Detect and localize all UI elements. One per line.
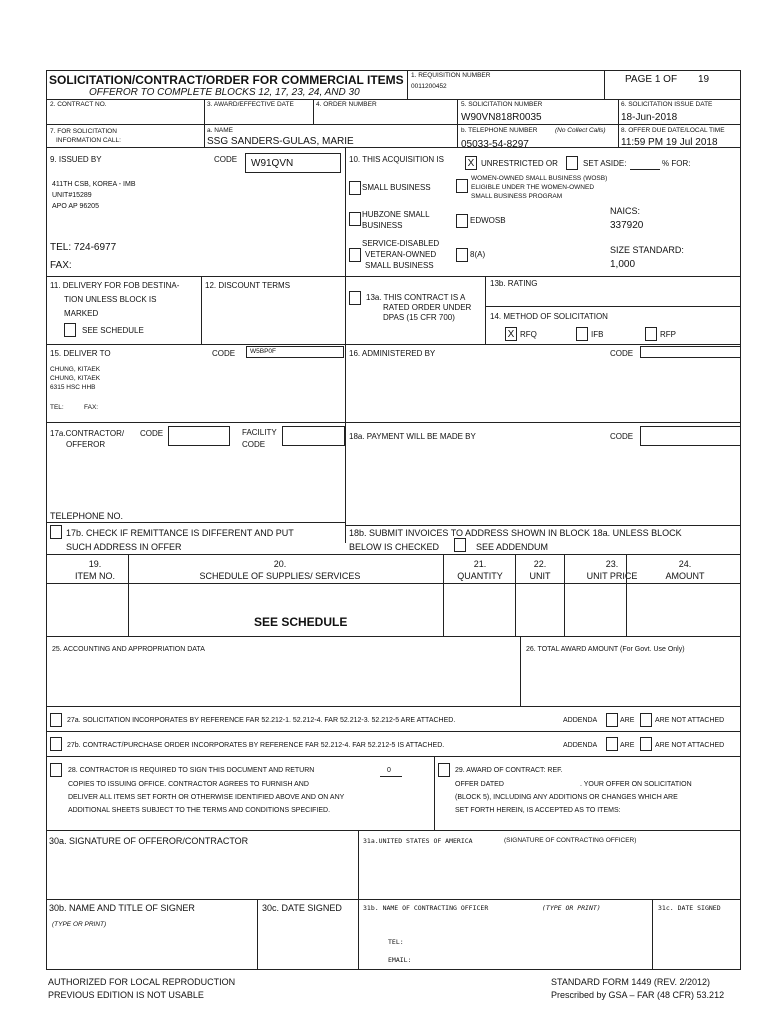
addenda-27a-are-label: ARE — [620, 717, 635, 724]
issued-by-address-1: 411TH CSB, KOREA - IMB — [52, 181, 136, 188]
addenda-27b-are-not-label: ARE NOT ATTACHED — [655, 742, 725, 749]
addenda-27b-are-label: ARE — [620, 742, 635, 749]
rating-label: 13b. RATING — [490, 279, 538, 288]
col-schedule-label: SCHEDULE OF SUPPLIES/ SERVICES — [199, 571, 361, 581]
col-unit-label: UNIT — [529, 571, 551, 581]
addenda-27a-are-not-checkbox[interactable] — [640, 713, 652, 727]
deliver-to-address-3: 6315 HSC HHB — [50, 384, 96, 391]
payment-code-label: CODE — [610, 432, 634, 441]
block-28-line-2: COPIES TO ISSUING OFFICE. CONTRACTOR AGREES TO FURNISH AND — [68, 781, 309, 788]
solicitation-number-label: 5. SOLICITATION NUMBER — [461, 101, 543, 108]
see-addendum-checkbox[interactable] — [454, 538, 466, 552]
delivery-label-1: 11. DELIVERY FOR FOB DESTINA- — [50, 281, 180, 290]
contracting-officer-tel: TEL: — [388, 938, 404, 946]
clause-27b-checkbox[interactable] — [50, 737, 62, 751]
col-unit-number: 22. — [533, 559, 547, 569]
signature-30a-label: 30a. SIGNATURE OF OFFEROR/CONTRACTOR — [49, 836, 249, 846]
name-31b-label: 31b. NAME OF CONTRACTING OFFICER — [363, 904, 489, 912]
discount-terms-label: 12. DISCOUNT TERMS — [205, 281, 291, 290]
clause-27a-label: 27a. SOLICITATION INCORPORATES BY REFERENCE FAR 52.212-1. 52.212-4. FAR 52.212-3. 52.212-5 ARE ATTACHED. — [67, 717, 456, 724]
deliver-to-code: W5BP0F — [250, 348, 277, 355]
rated-order-label-1: 13a. THIS CONTRACT IS A — [366, 293, 466, 302]
rfp-label: RFP — [660, 330, 676, 339]
solicitation-number: W90VN818R0035 — [461, 112, 542, 123]
wosb-label-3: SMALL BUSINESS PROGRAM — [471, 193, 563, 200]
award-date-label: 3. AWARD/EFFECTIVE DATE — [207, 101, 294, 108]
edwosb-label: EDWOSB — [470, 216, 506, 225]
for-info-label-2: INFORMATION CALL: — [56, 137, 121, 144]
eight-a-checkbox[interactable] — [456, 248, 468, 262]
remittance-checkbox[interactable] — [50, 525, 62, 539]
addenda-27b-are-checkbox[interactable] — [606, 737, 618, 751]
rated-order-label-3: DPAS (15 CFR 700) — [383, 313, 455, 322]
footer-right-1: STANDARD FORM 1449 (REV. 2/2012) — [551, 977, 711, 987]
deliver-to-address-2: CHUNG, KITAEK — [50, 375, 101, 382]
sdvosb-checkbox[interactable] — [349, 248, 361, 262]
clause-27b-label: 27b. CONTRACT/PURCHASE ORDER INCORPORATES BY REFERENCE FAR 52.212-4. FAR 52.212-5 IS ATTACHED. — [67, 742, 445, 749]
contact-name-label: a. NAME — [207, 127, 234, 134]
block-28-line-4: ADDITIONAL SHEETS SUBJECT TO THE TERMS AND CONDITIONS SPECIFIED. — [68, 807, 331, 814]
telephone-no-label: TELEPHONE NO. — [50, 511, 124, 521]
signature-31a-sub: (SIGNATURE OF CONTRACTING OFFICER) — [504, 837, 637, 844]
sdvosb-label-1: SERVICE-DISABLED — [362, 239, 440, 248]
name-title-30b-sub: (TYPE OR PRINT) — [52, 921, 107, 928]
schedule-body-text: SEE SCHEDULE — [254, 615, 348, 629]
deliver-to-code-label: CODE — [212, 349, 236, 358]
edwosb-checkbox[interactable] — [456, 214, 468, 228]
issue-date: 18-Jun-2018 — [621, 112, 678, 123]
form-title: SOLICITATION/CONTRACT/ORDER FOR COMMERCIAL ITEMS — [49, 73, 404, 87]
block-29-line-2a: OFFER DATED — [455, 781, 504, 788]
invoice-label-2: BELOW IS CHECKED — [349, 542, 440, 552]
date-signed-31c-label: 31c. DATE SIGNED — [658, 904, 721, 912]
col-item-no-number: 19. — [88, 559, 102, 569]
eight-a-label: 8(A) — [470, 250, 486, 259]
col-unit-price-number: 23. — [605, 559, 619, 569]
naics-code: 337920 — [610, 220, 644, 231]
offer-due-date: 11:59 PM 19 Jul 2018 — [621, 137, 718, 148]
issue-date-label: 6. SOLICITATION ISSUE DATE — [621, 101, 713, 108]
addenda-27a-label: ADDENDA — [563, 717, 598, 724]
wosb-label-2: ELIGIBLE UNDER THE WOMEN-OWNED — [471, 184, 595, 191]
size-standard: 1,000 — [610, 259, 636, 270]
issued-by-address-3: APO AP 96205 — [52, 203, 99, 210]
block-29-line-4: SET FORTH HEREIN, IS ACCEPTED AS TO ITEMS: — [455, 807, 621, 814]
clause-27a-checkbox[interactable] — [50, 713, 62, 727]
see-addendum-label: SEE ADDENDUM — [476, 542, 549, 552]
administered-by-label: 16. ADMINISTERED BY — [349, 349, 436, 358]
issued-by-tel: TEL: 724-6977 — [50, 242, 117, 253]
offer-due-label: 8. OFFER DUE DATE/LOCAL TIME — [621, 127, 725, 134]
name-title-30b-label: 30b. NAME AND TITLE OF SIGNER — [49, 903, 195, 913]
deliver-to-tel: TEL: — [50, 404, 64, 411]
contractor-code-box[interactable] — [168, 426, 230, 446]
rated-order-checkbox[interactable] — [349, 291, 361, 305]
contractor-label-2: OFFEROR — [66, 440, 106, 449]
block-29-line-2b: . YOUR OFFER ON SOLICITATION — [580, 781, 692, 788]
administered-by-code-label: CODE — [610, 349, 634, 358]
invoice-label-1: 18b. SUBMIT INVOICES TO ADDRESS SHOWN IN BLOCK 18a. UNLESS BLOCK — [349, 528, 682, 538]
issued-by-fax: FAX: — [50, 260, 72, 271]
rfq-label: RFQ — [520, 330, 537, 339]
administered-by-code-box — [640, 346, 741, 358]
block-28-line-3: DELIVER ALL ITEMS SET FORTH OR OTHERWISE IDENTIFIED ABOVE AND ON ANY — [68, 794, 345, 801]
wosb-checkbox[interactable] — [456, 179, 468, 193]
ifb-checkbox[interactable] — [576, 327, 588, 341]
deliver-to-address-1: CHUNG, KITAEK — [50, 366, 101, 373]
contact-name: SSG SANDERS-GULAS, MARIE — [207, 136, 354, 147]
remittance-label-2: SUCH ADDRESS IN OFFER — [66, 542, 182, 552]
set-aside-checkbox[interactable] — [566, 156, 578, 170]
telephone-number: 05033-54-8297 — [461, 139, 529, 150]
issued-by-label: 9. ISSUED BY — [50, 155, 102, 164]
sdvosb-label-2: VETERAN-OWNED — [365, 250, 437, 259]
hubzone-label-2: BUSINESS — [362, 221, 403, 230]
block-29-line-3: (BLOCK 5), INCLUDING ANY ADDITIONS OR CHANGES WHICH ARE — [455, 794, 678, 801]
addenda-27a-are-checkbox[interactable] — [606, 713, 618, 727]
telephone-label: b. TELEPHONE NUMBER — [461, 127, 538, 134]
contractor-code-label: CODE — [140, 429, 164, 438]
addenda-27b-label: ADDENDA — [563, 742, 598, 749]
form-subtitle: OFFEROR TO COMPLETE BLOCKS 12, 17, 23, 24, AND 30 — [89, 87, 360, 98]
rfp-checkbox[interactable] — [645, 327, 657, 341]
col-schedule-number: 20. — [273, 559, 287, 569]
wosb-label-1: WOMEN-OWNED SMALL BUSINESS (WOSB) — [471, 175, 608, 182]
col-amount-number: 24. — [678, 559, 692, 569]
form-frame — [46, 70, 741, 970]
signature-31a-label: 31a.UNITED STATES OF AMERICA — [363, 837, 473, 845]
see-schedule-label: SEE SCHEDULE — [82, 326, 144, 335]
payment-code-box[interactable] — [640, 426, 741, 446]
issued-by-code: W91QVN — [251, 158, 294, 169]
delivery-label-2: TION UNLESS BLOCK IS — [64, 295, 157, 304]
block-29-checkbox[interactable] — [438, 763, 450, 777]
issued-by-address-2: UNIT#15289 — [52, 192, 92, 199]
col-amount-label: AMOUNT — [665, 571, 705, 581]
telephone-note: (No Collect Calls) — [555, 127, 606, 134]
facility-code-box[interactable] — [282, 426, 345, 446]
deliver-to-label: 15. DELIVER TO — [50, 349, 111, 358]
percent-for-label: % FOR: — [662, 159, 691, 168]
delivery-label-3: MARKED — [64, 309, 99, 318]
ifb-label: IFB — [591, 330, 604, 339]
addenda-27b-are-not-checkbox[interactable] — [640, 737, 652, 751]
facility-code-label-2: CODE — [242, 440, 266, 449]
block-28-copies: 0 — [387, 767, 391, 774]
unrestricted-label: UNRESTRICTED OR — [481, 159, 558, 168]
deliver-to-fax: FAX: — [84, 404, 99, 411]
facility-code-label-1: FACILITY — [242, 428, 277, 437]
block-29-line-1: 29. AWARD OF CONTRACT: REF. — [455, 767, 563, 774]
hubzone-label-1: HUBZONE SMALL — [362, 210, 430, 219]
accounting-label: 25. ACCOUNTING AND APPROPRIATION DATA — [52, 646, 205, 653]
unrestricted-checkbox[interactable]: X — [465, 156, 477, 170]
contract-no-label: 2. CONTRACT NO. — [50, 101, 107, 108]
footer-right-2: Prescribed by GSA – FAR (48 CFR) 53.212 — [551, 990, 725, 1000]
contractor-label-1: 17a.CONTRACTOR/ — [50, 429, 125, 438]
block-28-line-1: 28. CONTRACTOR IS REQUIRED TO SIGN THIS DOCUMENT AND RETURN — [68, 767, 315, 774]
col-quantity-number: 21. — [473, 559, 487, 569]
hubzone-checkbox[interactable] — [349, 212, 361, 226]
sdvosb-label-3: SMALL BUSINESS — [365, 261, 434, 270]
date-signed-30c-label: 30c. DATE SIGNED — [262, 903, 342, 913]
col-quantity-label: QUANTITY — [457, 571, 503, 581]
addenda-27a-are-not-label: ARE NOT ATTACHED — [655, 717, 725, 724]
payment-label: 18a. PAYMENT WILL BE MADE BY — [349, 432, 476, 441]
order-number-label: 4. ORDER NUMBER — [316, 101, 377, 108]
rfq-checkbox[interactable]: X — [505, 327, 517, 341]
block-28-checkbox[interactable] — [50, 763, 62, 777]
name-31b-sub: (TYPE OR PRINT) — [542, 904, 601, 912]
footer-left-2: PREVIOUS EDITION IS NOT USABLE — [48, 990, 204, 1000]
method-label: 14. METHOD OF SOLICITATION — [490, 312, 608, 321]
acquisition-label: 10. THIS ACQUISITION IS — [349, 155, 444, 164]
page-count-label: PAGE 1 OF — [625, 74, 678, 85]
footer-left-1: AUTHORIZED FOR LOCAL REPRODUCTION — [48, 977, 236, 987]
small-business-checkbox[interactable] — [349, 181, 361, 195]
requisition-label: 1. REQUISITION NUMBER — [411, 72, 491, 79]
col-unit-price-label: UNIT PRICE — [586, 571, 638, 581]
contracting-officer-email: EMAIL: — [388, 956, 412, 964]
set-aside-label: SET ASIDE: — [583, 159, 627, 168]
total-award-label: 26. TOTAL AWARD AMOUNT (For Govt. Use Only) — [526, 646, 685, 653]
size-standard-label: SIZE STANDARD: — [610, 245, 684, 255]
small-business-label: SMALL BUSINESS — [362, 183, 431, 192]
see-schedule-checkbox[interactable] — [64, 323, 76, 337]
naics-label: NAICS: — [610, 206, 641, 216]
rated-order-label-2: RATED ORDER UNDER — [383, 303, 472, 312]
requisition-number: 0011200452 — [411, 83, 447, 90]
remittance-label-1: 17b. CHECK IF REMITTANCE IS DIFFERENT AND PUT — [66, 528, 294, 538]
page-total: 19 — [698, 74, 710, 85]
col-item-no-label: ITEM NO. — [75, 571, 115, 581]
issued-by-code-label: CODE — [214, 155, 238, 164]
for-info-label-1: 7. FOR SOLICITATION — [50, 128, 117, 135]
